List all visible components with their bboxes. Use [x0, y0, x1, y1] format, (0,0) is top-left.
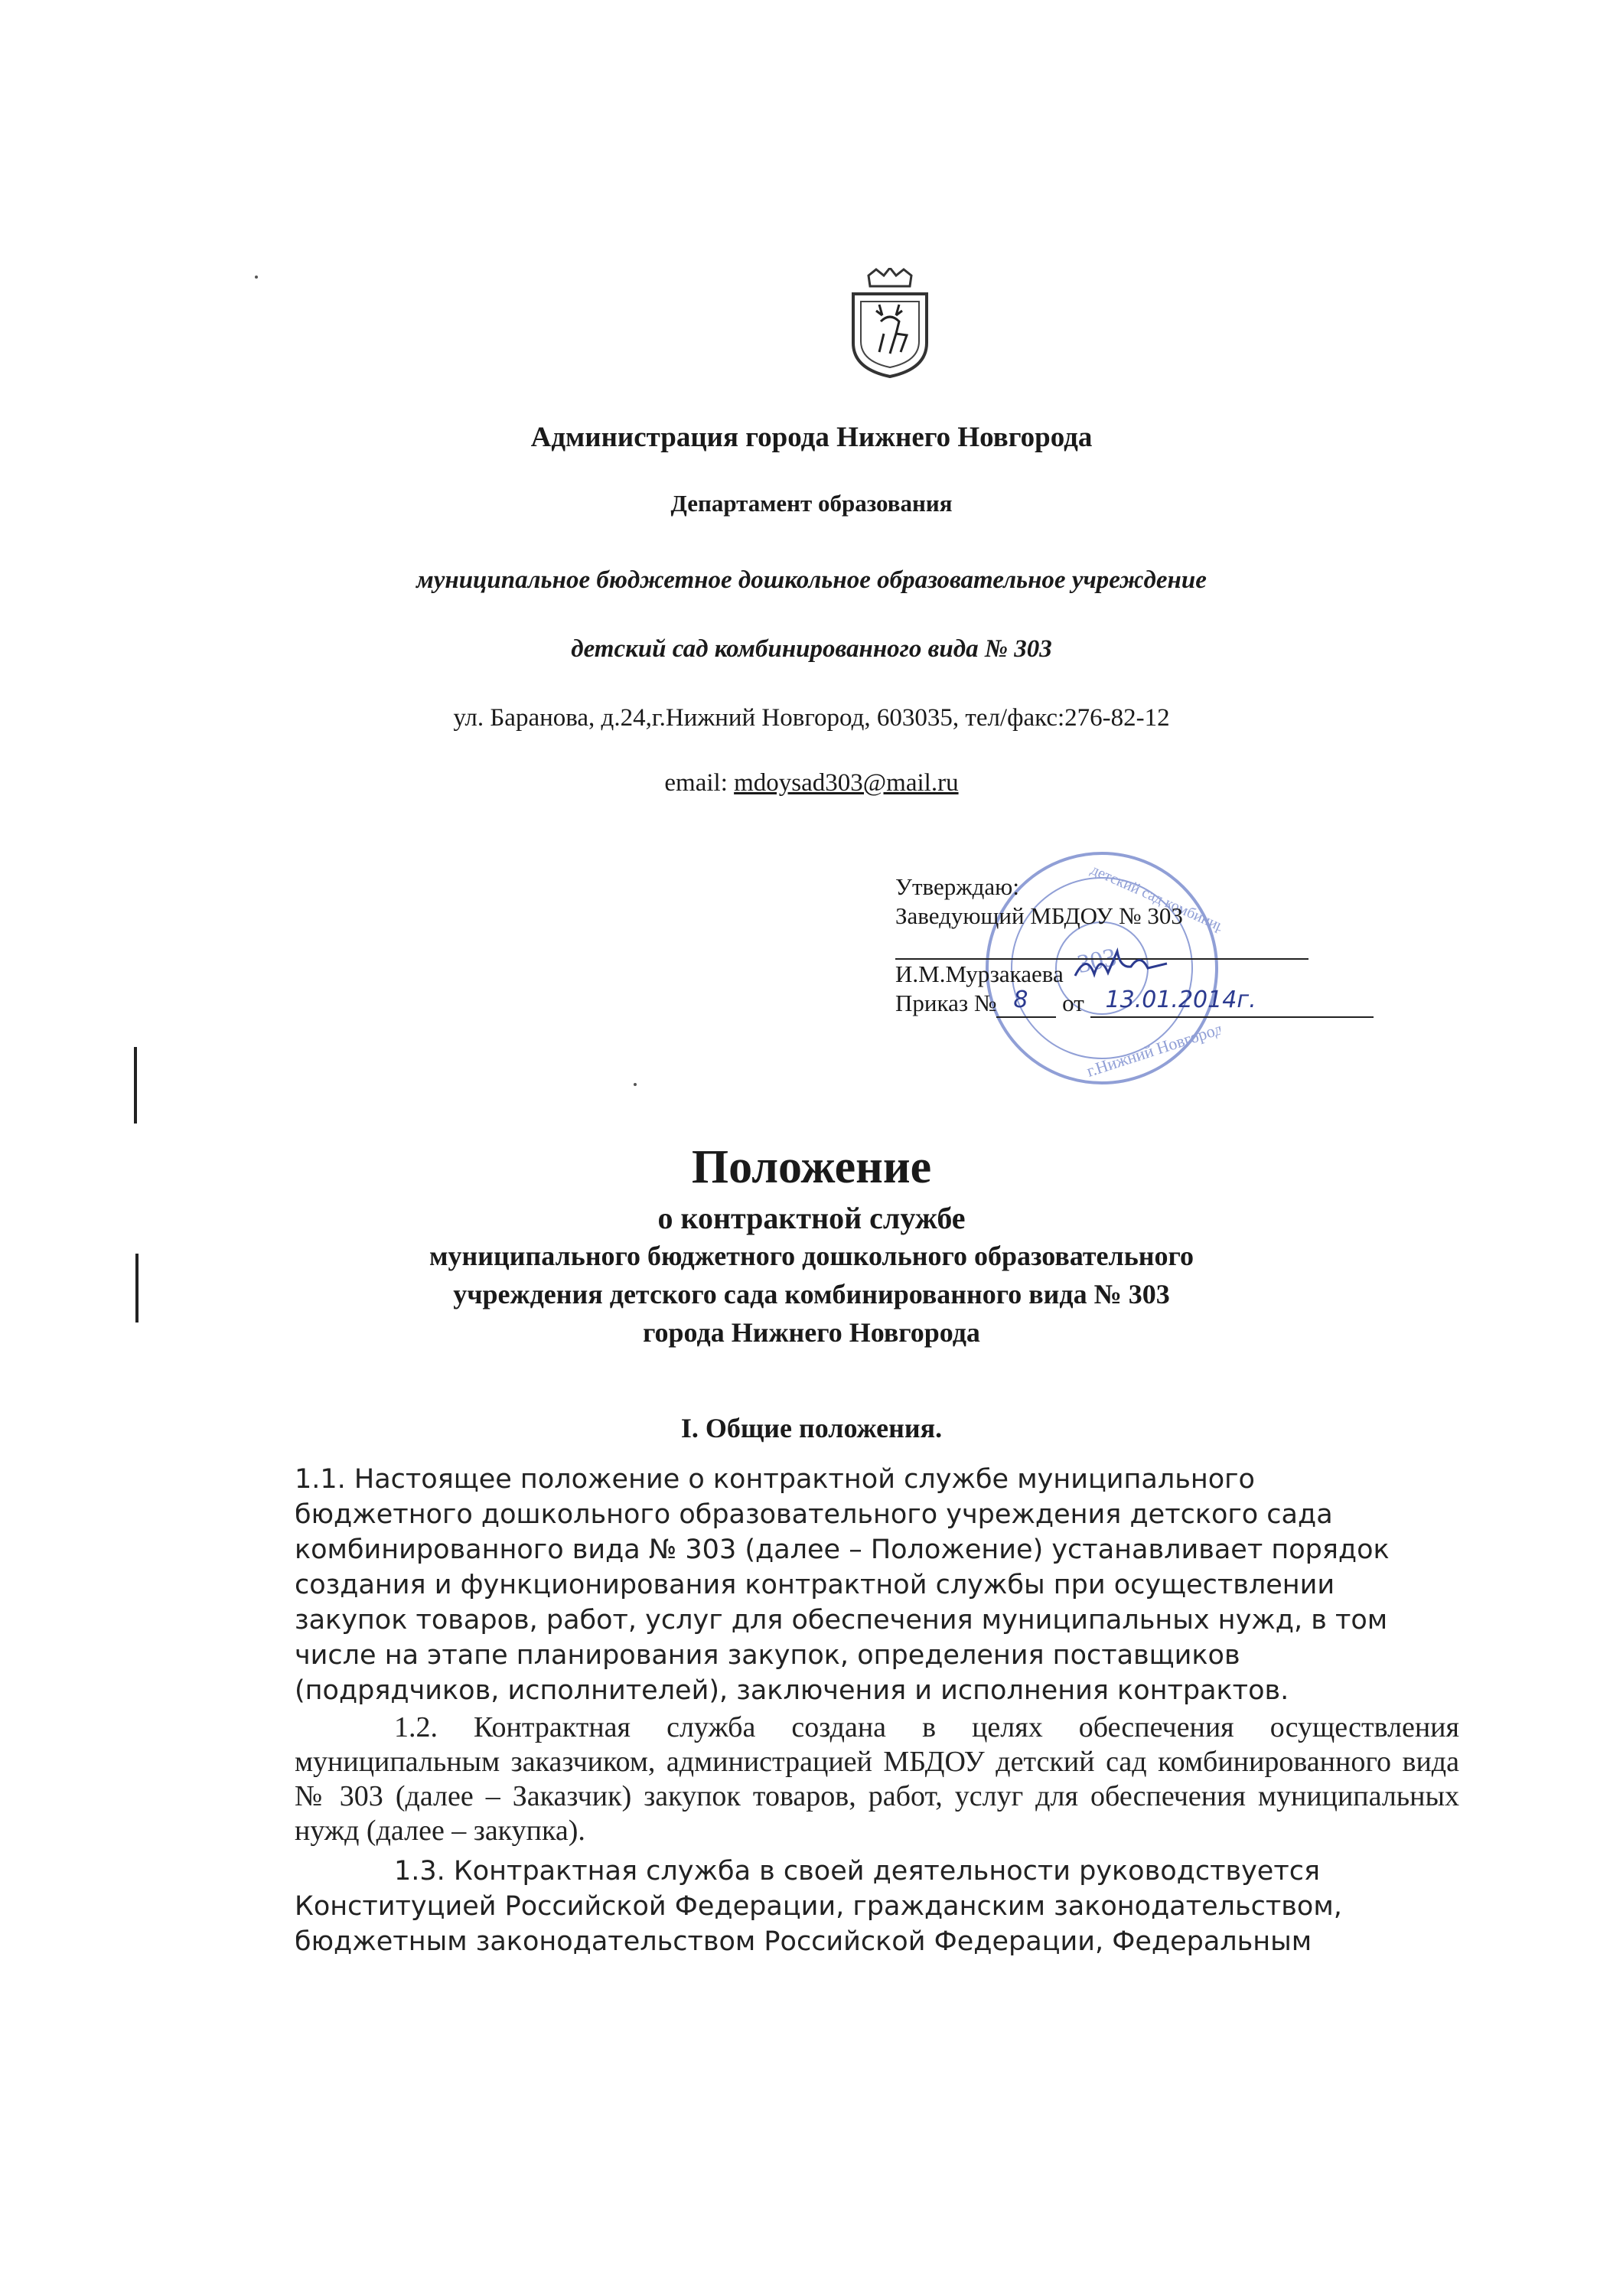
order-number: 8: [1013, 987, 1028, 1013]
order-line: [895, 989, 1416, 1018]
document-subtitle: о контрактной службе: [657, 1201, 966, 1235]
paragraph-line: закупок товаров, работ, услуг для обеспечения муниципальных нужд, в том: [295, 1605, 1388, 1636]
document-title-line: города Нижнего Новгорода: [643, 1317, 980, 1348]
paragraph-line: бюджетного дошкольного образовательного учреждения детского сада: [295, 1499, 1333, 1530]
handwritten-signature: [1071, 945, 1178, 983]
institution-name: муниципальное бюджетное дошкольное образовательное учреждение: [416, 566, 1207, 594]
paragraph-1-1: [295, 1462, 1459, 1708]
order-number-field: [996, 987, 1056, 1018]
scan-speck: [255, 276, 258, 279]
kindergarten-name: детский сад комбинированного вида № 303: [571, 635, 1052, 663]
paragraph-line: числе на этапе планирования закупок, определения поставщиков: [295, 1640, 1240, 1671]
paragraph-line: Конституцией Российской Федерации, гражданским законодательством,: [295, 1891, 1342, 1922]
stamp-number: 303: [1074, 943, 1119, 980]
approver-position: Заведующий МБДОУ № 303: [895, 902, 1183, 929]
approver-name: И.М.Мурзакаева: [895, 960, 1064, 987]
svg-text:г.Нижний Новгород: г.Нижний Новгород: [1084, 1018, 1221, 1081]
paragraph-1-2: 1.2. Контрактная служба создана в целях обеспечения осуществления муниципальным заказчиком, администрацией МБДОУ детский сад комбинированного вида № 303 (далее – Заказчик) закупок товаров, работ, услуг для обеспечения муниципальных нужд (далее – закупка).: [295, 1711, 1459, 1847]
deer-crest-icon: [846, 268, 934, 379]
date-label: от: [1062, 990, 1084, 1016]
approve-label: Утверждаю:: [895, 873, 1019, 900]
email-line: [0, 769, 1623, 797]
email-link[interactable]: mdoysad303@mail.ru: [734, 769, 959, 797]
coat-of-arms-emblem: [846, 268, 934, 379]
scan-speck: [634, 1083, 637, 1086]
email-label: email:: [664, 769, 728, 797]
paragraph-line: 1.3. Контрактная служба в своей деятельности руководствуется: [394, 1856, 1321, 1887]
section-heading: I. Общие положения.: [680, 1413, 943, 1443]
paragraph-line: комбинированного вида № 303 (далее – Положение) устанавливает порядок: [295, 1534, 1390, 1565]
paragraph-line: 1.1. Настоящее положение о контрактной службе муниципального: [295, 1464, 1255, 1495]
paragraph-line: создания и функционирования контрактной службы при осуществлении: [295, 1570, 1335, 1600]
paragraph-line: бюджетным законодательством Российской Федерации, Федеральным: [295, 1926, 1312, 1957]
department-heading: Департамент образования: [670, 490, 953, 517]
paragraph-1-3: [295, 1854, 1459, 1959]
document-title: Положение: [691, 1141, 932, 1193]
document-title-line: муниципального бюджетного дошкольного образовательного: [429, 1241, 1194, 1271]
order-date: 13.01.2014г.: [1105, 987, 1256, 1013]
document-title-line: учреждения детского сада комбинированного вида № 303: [453, 1279, 1170, 1309]
administration-heading: Администрация города Нижнего Новгорода: [530, 422, 1093, 453]
svg-text:детский сад комбинированного в: детский сад комбинированного: [1088, 861, 1221, 960]
order-label: Приказ №: [895, 990, 997, 1016]
paragraph-line: (подрядчиков, исполнителей), заключения и исполнения контрактов.: [295, 1675, 1289, 1706]
address-line: ул. Баранова, д.24,г.Нижний Новгород, 603035, тел/факс:276-82-12: [453, 704, 1170, 732]
scan-artifact: [134, 1047, 137, 1124]
order-date-field: [1090, 987, 1374, 1018]
